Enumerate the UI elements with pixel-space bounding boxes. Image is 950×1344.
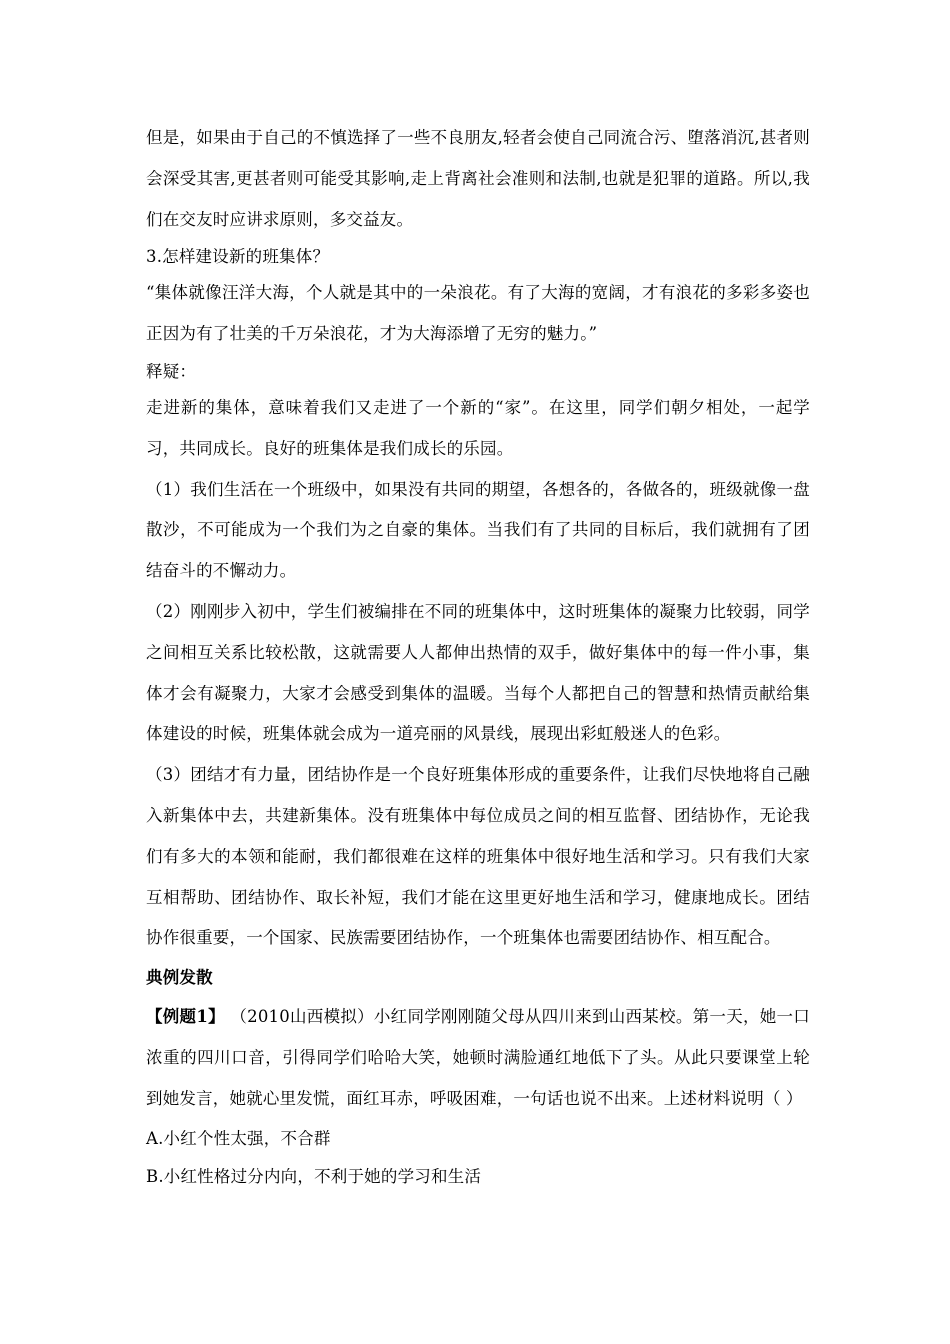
example-1-tag: 【例题1】 [146, 1007, 225, 1027]
option-b: B.小红性格过分内向，不利于她的学习和生活 [146, 1166, 482, 1186]
option-a: A.小红个性太强，不合群 [146, 1128, 331, 1148]
example-1-paragraph [146, 997, 810, 1119]
collective-quote: “集体就像汪洋大海，个人就是其中的一朵浪花。有了大海的宽阔，才有浪花的多彩多姿也正因为有了壮美的千万朵浪花，才为大海添增了无穷的魅力。” [146, 283, 810, 344]
document-content [146, 118, 810, 1196]
question-3-heading: 3.怎样建设新的班集体？ [146, 247, 330, 267]
point-1-paragraph: （1）我们生活在一个班级中，如果没有共同的期望，各想各的，各做各的，班级就像一盘散沙，不可能成为一个我们为之自豪的集体。当我们有了共同的目标后，我们就拥有了团结奋斗的不懈动力。 [146, 479, 810, 581]
section-heading: 典例发散 [146, 968, 213, 988]
example-1-text: （2010山西模拟）小红同学刚刚随父母从四川来到山西某校。第一天，她一口浓重的四川口音，引得同学们哈哈大笑，她顿时满脸通红地低下了头。从此只要课堂上轮到她发言，她就心里发慌，面红耳赤，呼吸困难，一句话也说不出来。上述材料说明（ ） [146, 1007, 810, 1108]
point-2-paragraph: （2）刚刚步入初中，学生们被编排在不同的班集体中，这时班集体的凝聚力比较弱，同学之间相互关系比较松散，这就需要人人都伸出热情的双手，做好集体中的每一件小事，集体才会有凝聚力，大家才会感受到集体的温暖。当每个人都把自己的智慧和热情贡献给集体建设的时候，班集体就会成为一道亮丽的风景线，展现出彩虹般迷人的色彩。 [146, 601, 810, 744]
paragraph-friendship: 但是，如果由于自己的不慎选择了一些不良朋友,轻者会使自己同流合污、堕落消沉,甚者则会深受其害,更甚者则可能受其影响,走上背离社会准则和法制,也就是犯罪的道路。所以,我们在交友时应讲求原则，多交益友。 [146, 128, 810, 229]
intro-paragraph: 走进新的集体，意味着我们又走进了一个新的“家”。在这里，同学们朝夕相处，一起学习，共同成长。良好的班集体是我们成长的乐园。 [146, 397, 810, 458]
point-3-paragraph: （3）团结才有力量，团结协作是一个良好班集体形成的重要条件，让我们尽快地将自己融入新集体中去，共建新集体。没有班集体中每位成员之间的相互监督、团结协作，无论我们有多大的本领和能耐，我们都很难在这样的班集体中很好地生活和学习。只有我们大家互相帮助、团结协作、取长补短，我们才能在这里更好地生活和学习，健康地成长。团结协作很重要，一个国家、民族需要团结协作，一个班集体也需要团结协作、相互配合。 [146, 765, 810, 948]
explain-label: 释疑： [146, 361, 197, 381]
